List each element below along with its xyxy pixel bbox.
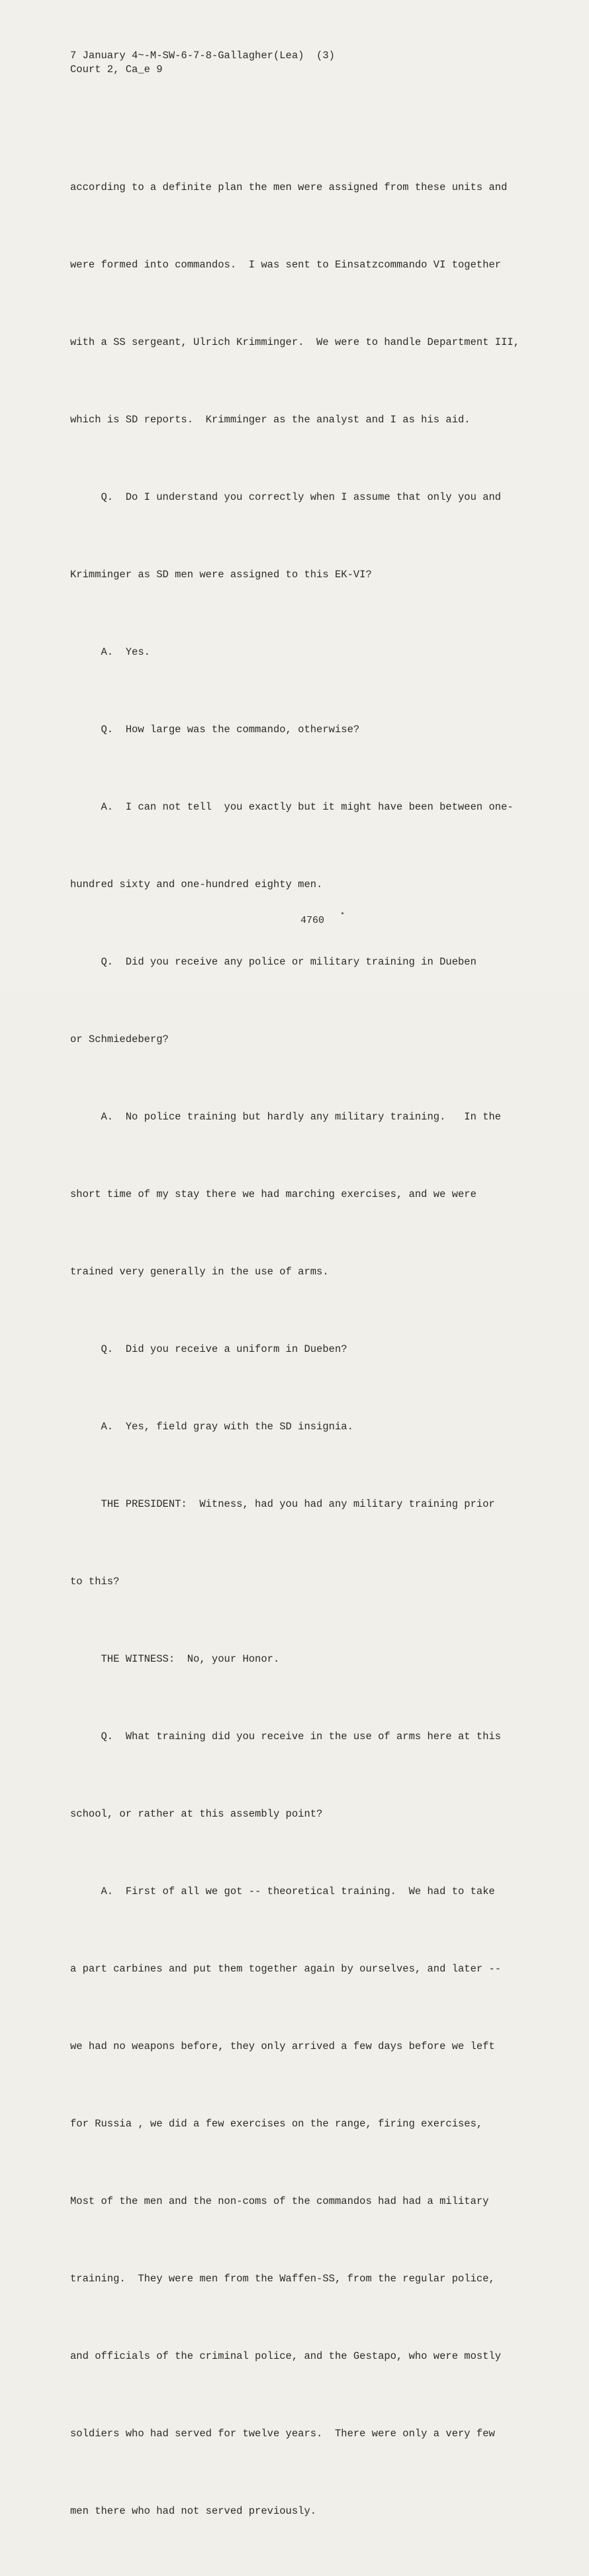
transcript-line: short time of my stay there we had marching exercises, and we were — [70, 1188, 476, 1200]
transcript-line: A. Yes, field gray with the SD insignia. — [70, 1421, 353, 1433]
page-number: 4760 — [300, 915, 325, 926]
transcript-line: were formed into commandos. I was sent to Einsatzcommando VI together — [70, 259, 502, 271]
document-header — [70, 49, 335, 77]
transcript-line: training. They were men from the Waffen-SS, from the regular police, — [70, 2273, 495, 2285]
transcript-line: Q. Do I understand you correctly when I assume that only you and — [70, 491, 502, 503]
transcript-line: soldiers who had served for twelve years. There were only a very few — [70, 2428, 495, 2440]
transcript-line: Krimminger as SD men were assigned to this EK-VI? — [70, 569, 372, 581]
transcript-line: which is SD reports. Krimminger as the analyst and I as his aid. — [70, 414, 471, 426]
transcript-line: with a SS sergeant, Ulrich Krimminger. We were to handle Department III, — [70, 336, 520, 348]
transcript-line: to this? — [70, 1576, 120, 1588]
ink-speck — [341, 912, 343, 914]
transcript-line: school, or rather at this assembly point? — [70, 1808, 323, 1820]
transcript-line: and officials of the criminal police, and the Gestapo, who were mostly — [70, 2350, 502, 2362]
transcript-line: men there who had not served previously. — [70, 2505, 317, 2517]
transcript-line: Q. Did you receive any police or military training in Dueben — [70, 956, 476, 968]
transcript-line: A. No police training but hardly any military training. In the — [70, 1111, 502, 1123]
transcript-line: a part carbines and put them together again by ourselves, and later -- — [70, 1963, 502, 1975]
transcript-line: A. Yes. — [70, 646, 150, 658]
transcript-line: A. First of all we got -- theoretical training. We had to take — [70, 1885, 495, 1897]
header-line-court: Court 2, Ca_e 9 — [70, 64, 163, 75]
transcript-body — [70, 123, 533, 2576]
transcript-line: for Russia , we did a few exercises on the range, firing exercises, — [70, 2118, 483, 2130]
transcript-line: trained very generally in the use of arms. — [70, 1266, 329, 1278]
transcript-line: or Schmiedeberg? — [70, 1033, 169, 1045]
transcript-line: Q. What training did you receive in the use of arms here at this — [70, 1731, 502, 1742]
transcript-line: THE WITNESS: No, your Honor. — [70, 1653, 280, 1665]
transcript-line: we had no weapons before, they only arrived a few days before we left — [70, 2040, 495, 2052]
header-line-date: 7 January 4~-M-SW-6-7-8-Gallagher(Lea) (3) — [70, 50, 335, 62]
transcript-line: Q. How large was the commando, otherwise? — [70, 724, 360, 736]
transcript-line: hundred sixty and one-hundred eighty men. — [70, 879, 323, 890]
transcript-line: THE PRESIDENT: Witness, had you had any military training prior — [70, 1498, 495, 1510]
transcript-line: Q. Did you receive a uniform in Dueben? — [70, 1343, 347, 1355]
transcript-line: Most of the men and the non-coms of the commandos had had a military — [70, 2195, 489, 2207]
transcript-line: A. I can not tell you exactly but it might have been between one- — [70, 801, 514, 813]
transcript-line: according to a definite plan the men were assigned from these units and — [70, 181, 508, 193]
